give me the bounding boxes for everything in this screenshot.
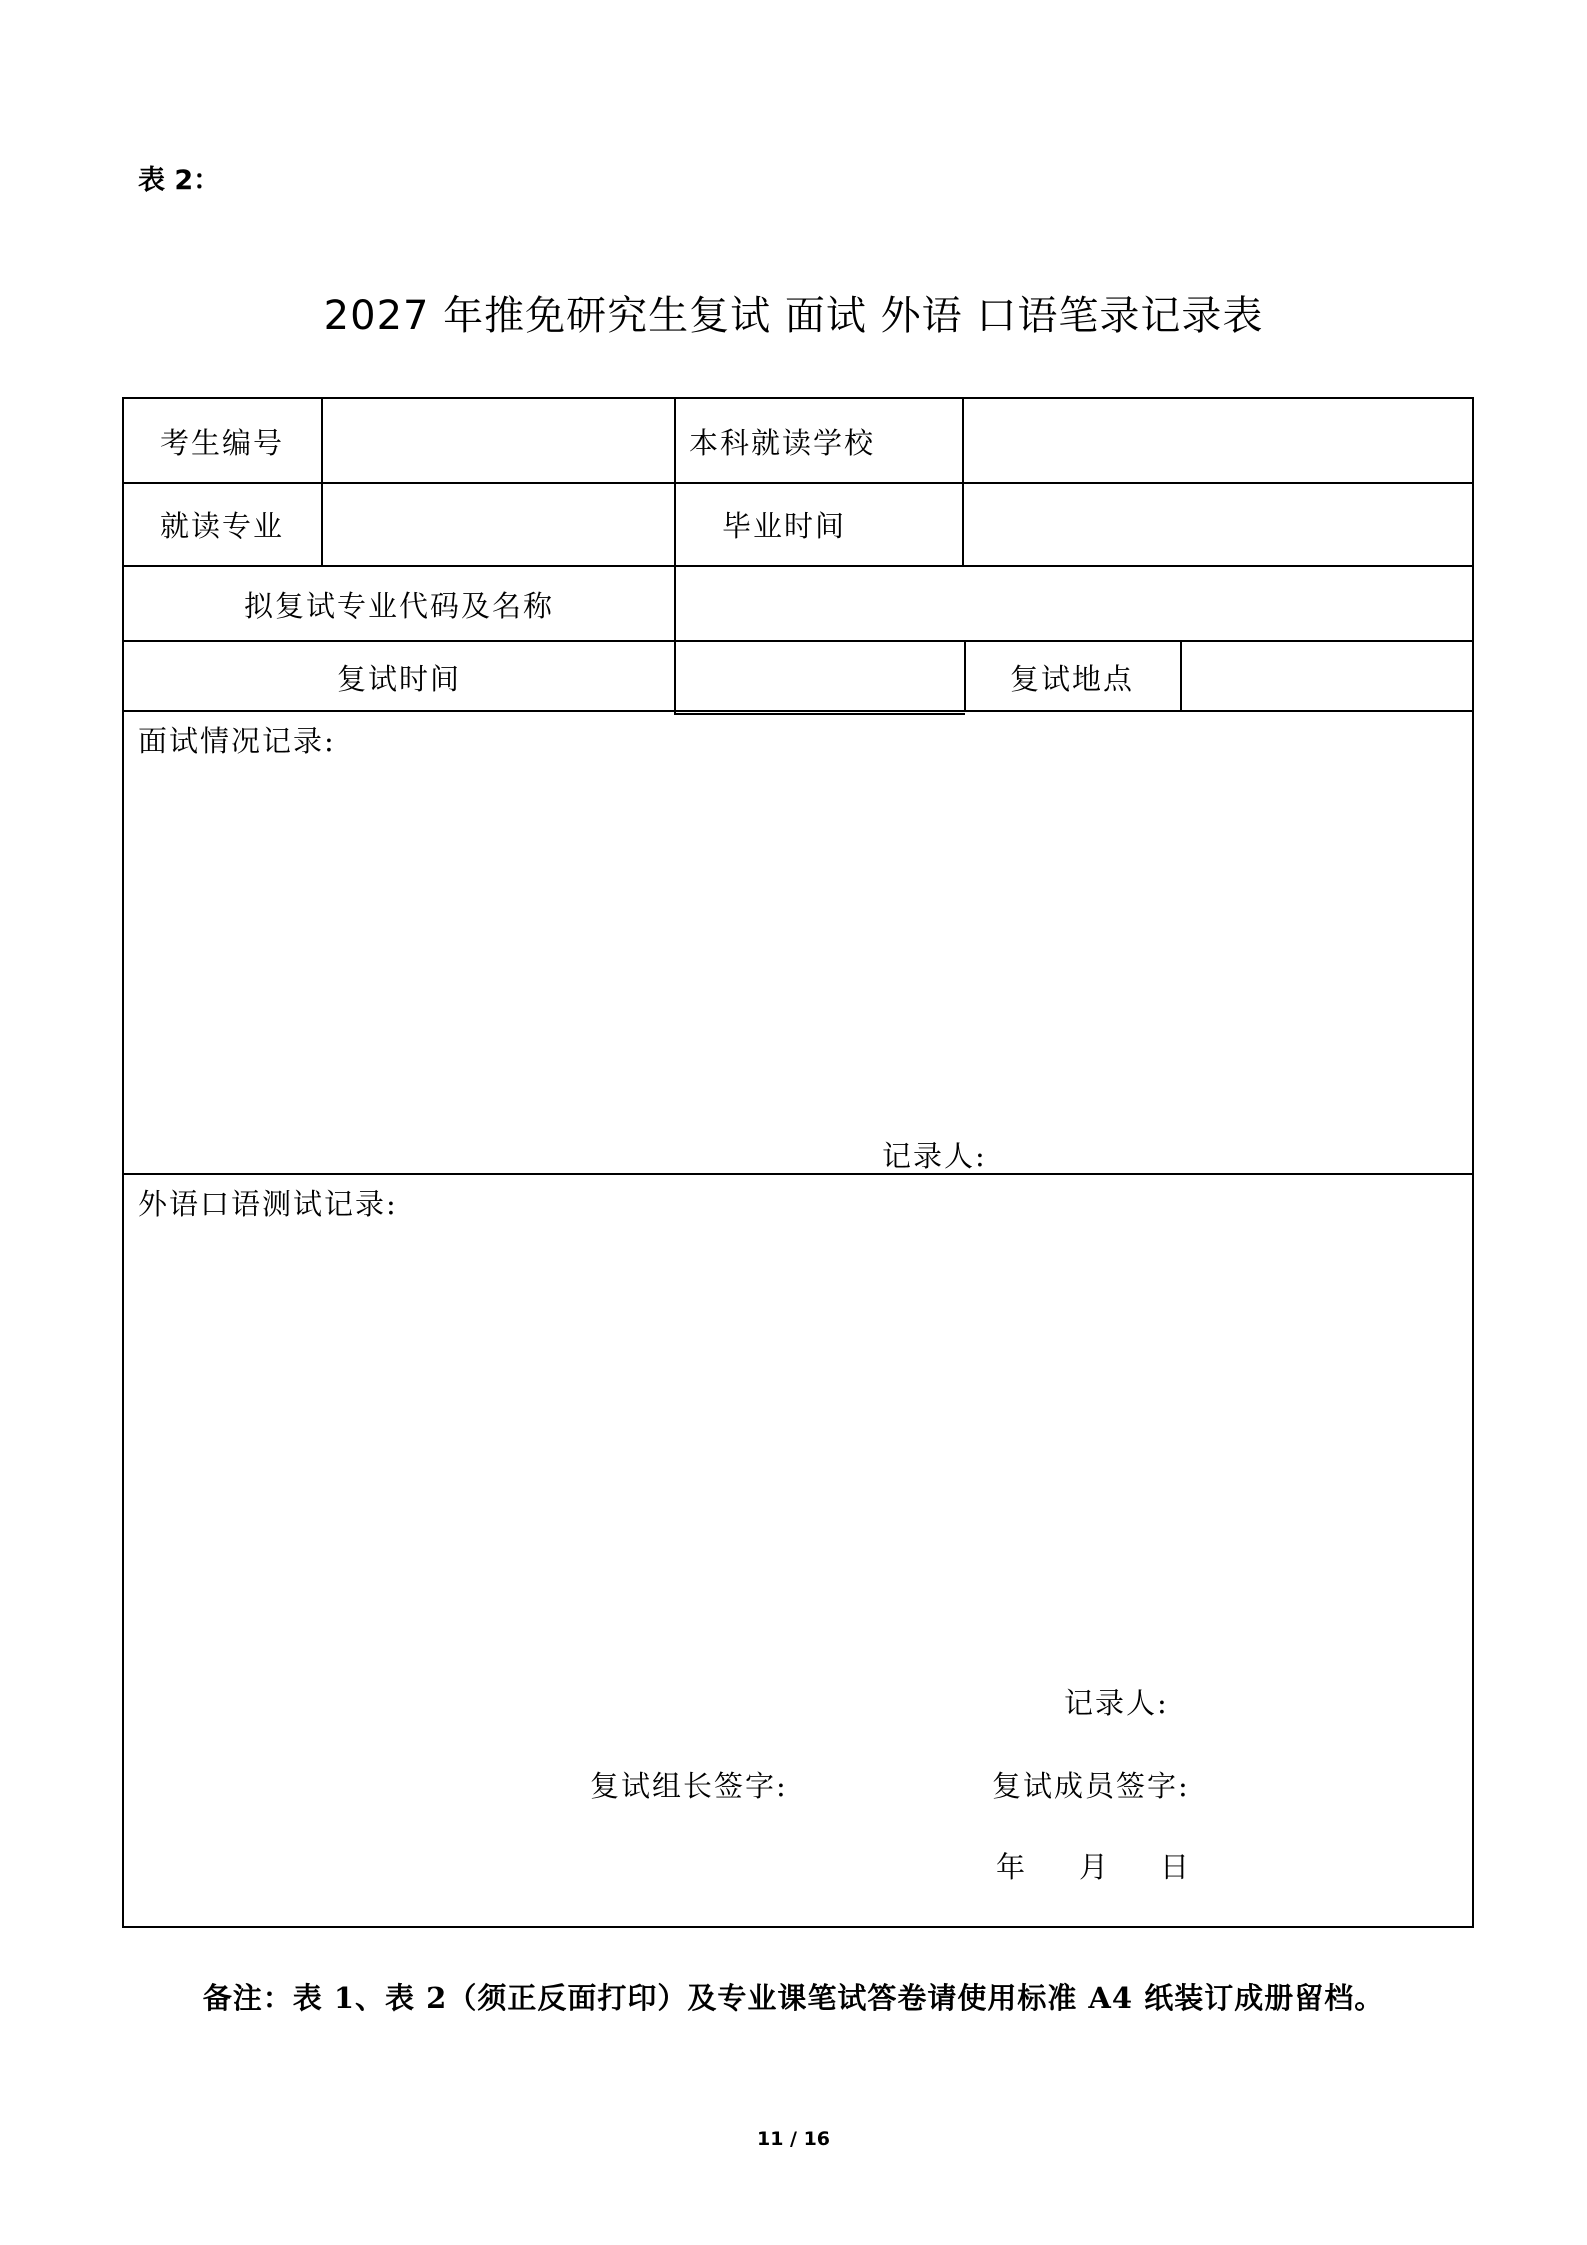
date-year: 年 [996,1850,1028,1884]
candidate-id-label: 考生编号 [159,426,285,460]
retest-location-label: 复试地点 [1009,662,1135,696]
page-number: 11 / 16 [756,2128,831,2150]
major-label: 就读专业 [159,509,285,543]
interview-record-label: 面试情况记录: [138,724,336,758]
oral-test-record-label: 外语口语测试记录: [138,1187,398,1221]
row-divider [124,710,1472,712]
column-divider [962,399,964,565]
undergrad-school-label: 本科就读学校 [689,426,876,460]
column-divider [964,640,966,712]
intended-major-label: 拟复试专业代码及名称 [243,589,555,623]
row-divider [124,1173,1472,1175]
document-title: 2027 年推免研究生复试 面试 外语 口语笔录记录表 [323,293,1264,339]
column-divider [1180,640,1182,712]
table-label: 表 2： [138,165,221,196]
column-divider [674,399,676,715]
leader-signature-label: 复试组长签字: [590,1769,788,1803]
record-form [122,397,1474,1928]
row-divider [124,565,1472,567]
date-day: 日 [1160,1850,1192,1884]
retest-time-label: 复试时间 [336,662,462,696]
graduation-time-label: 毕业时间 [722,509,847,543]
row-divider [674,713,965,715]
date-month: 月 [1079,1850,1111,1884]
column-divider [321,399,323,565]
interview-recorder-label: 记录人: [882,1139,987,1173]
row-divider [124,482,1472,484]
footnote: 备注：表 1、表 2（须正反面打印）及专业课笔试答卷请使用标准 A4 纸装订成册留档。 [202,1981,1385,2015]
row-divider [124,640,1472,642]
oral-test-recorder-label: 记录人: [1064,1686,1169,1720]
member-signature-label: 复试成员签字: [992,1769,1190,1803]
